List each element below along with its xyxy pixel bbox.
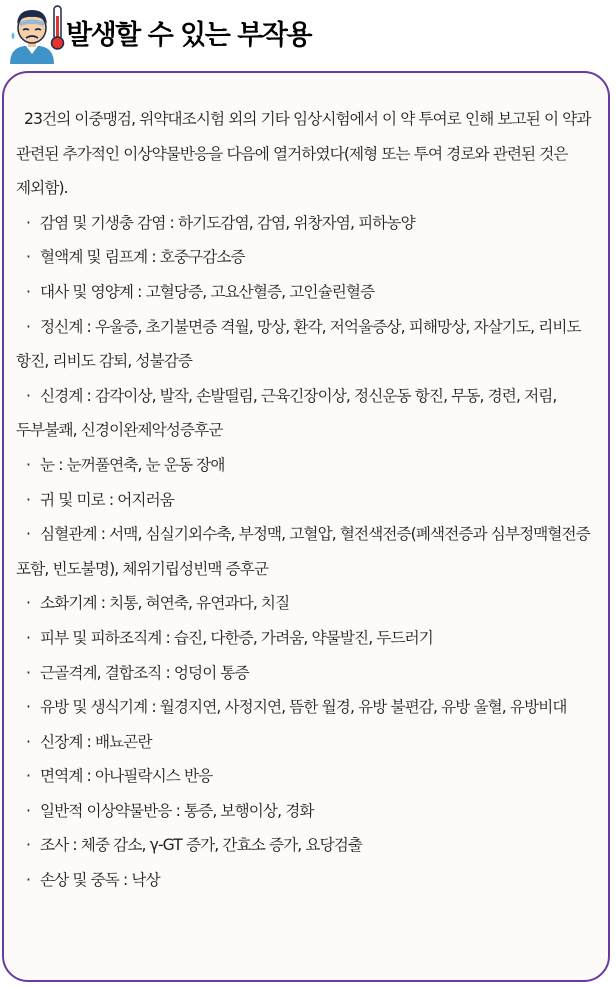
list-item-text: 혈액계 및 림프계 : 호중구감소증 [40, 248, 245, 267]
list-item [16, 310, 604, 379]
list-item-text: 감염 및 기생충 감염 : 하기도감염, 감염, 위창자염, 피하농양 [40, 213, 415, 232]
list-item [16, 725, 604, 760]
list-item [16, 206, 604, 241]
bullet-marker: · [25, 317, 31, 336]
list-item-text: 눈 : 눈꺼풀연축, 눈 운동 장애 [40, 455, 225, 474]
bullet-marker: · [25, 801, 31, 820]
list-item [16, 483, 604, 518]
list-item-text: 귀 및 미로 : 어지러움 [40, 490, 174, 509]
bullet-marker: · [25, 490, 31, 509]
bullet-marker: · [25, 732, 31, 751]
list-item-text: 일반적 이상약물반응 : 통증, 보행이상, 경화 [40, 801, 314, 820]
list-item [16, 586, 604, 621]
list-item [16, 656, 604, 691]
bullet-marker: · [25, 594, 31, 613]
list-item-text: 조사 : 체중 감소, γ-GT 증가, 간효소 증가, 요당검출 [40, 836, 363, 855]
page-title: 발생할 수 있는 부작용 [66, 20, 311, 51]
bullet-marker: · [25, 525, 31, 544]
bullet-marker: · [25, 698, 31, 717]
list-item [16, 794, 604, 829]
bullet-marker: · [25, 455, 31, 474]
list-item-text: 소화기계 : 치통, 혀연축, 유연과다, 치질 [40, 594, 290, 613]
header [0, 0, 616, 66]
list-item [16, 379, 604, 448]
bullet-marker: · [25, 663, 31, 682]
sick-person-thermometer-icon [4, 2, 66, 64]
list-item [16, 759, 604, 794]
list-item-text: 면역계 : 아나필락시스 반응 [40, 767, 213, 786]
intro-text: 23건의 이중맹검, 위약대조시험 외의 기타 임상시험에서 이 약 투여로 인해 보고된 이 약과 관련된 추가적인 이상약물반응을 다음에 열거하였다(제형 또는 투여 경로와 관련된 것은 제외함). [16, 110, 591, 198]
bullet-marker: · [25, 213, 31, 232]
list-item-text: 신경계 : 감각이상, 발작, 손발떨림, 근육긴장이상, 정신운동 항진, 무동, 경련, 저림, 두부불쾌, 신경이완제악성증후군 [16, 386, 557, 440]
list-item-text: 정신계 : 우울증, 초기불면증 격월, 망상, 환각, 저억울증상, 피해망상, 자살기도, 리비도 항진, 리비도 감퇴, 성불감증 [16, 317, 581, 371]
side-effects-list [16, 206, 604, 898]
list-item-text: 신장계 : 배뇨곤란 [40, 732, 152, 751]
list-item-text: 유방 및 생식기계 : 월경지연, 사정지연, 뜸한 월경, 유방 불편감, 유방 울혈, 유방비대 [40, 698, 567, 717]
list-item [16, 863, 604, 898]
list-item-text: 근골격계, 결합조직 : 엉덩이 통증 [40, 663, 249, 682]
list-item [16, 690, 604, 725]
bullet-marker: · [25, 836, 31, 855]
list-item [16, 240, 604, 275]
bullet-marker: · [25, 248, 31, 267]
bullet-marker: · [25, 871, 31, 890]
list-item-text: 피부 및 피하조직계 : 습진, 다한증, 가려움, 약물발진, 두드러기 [40, 628, 433, 647]
list-item [16, 621, 604, 656]
list-item [16, 448, 604, 483]
list-item [16, 275, 604, 310]
list-item-text: 손상 및 중독 : 낙상 [40, 871, 160, 890]
list-item [16, 828, 604, 863]
bullet-marker: · [25, 282, 31, 301]
list-item [16, 517, 604, 586]
list-item-text: 심혈관계 : 서맥, 심실기외수축, 부정맥, 고혈압, 혈전색전증(폐색전증과 심부정맥혈전증 포함, 빈도불명), 체위기립성빈맥 증후군 [16, 525, 590, 578]
bullet-marker: · [25, 767, 31, 786]
bullet-marker: · [25, 386, 31, 405]
bullet-marker: · [25, 628, 31, 647]
side-effects-content [16, 102, 604, 898]
list-item-text: 대사 및 영양계 : 고혈당증, 고요산혈증, 고인슐린혈증 [40, 282, 375, 301]
